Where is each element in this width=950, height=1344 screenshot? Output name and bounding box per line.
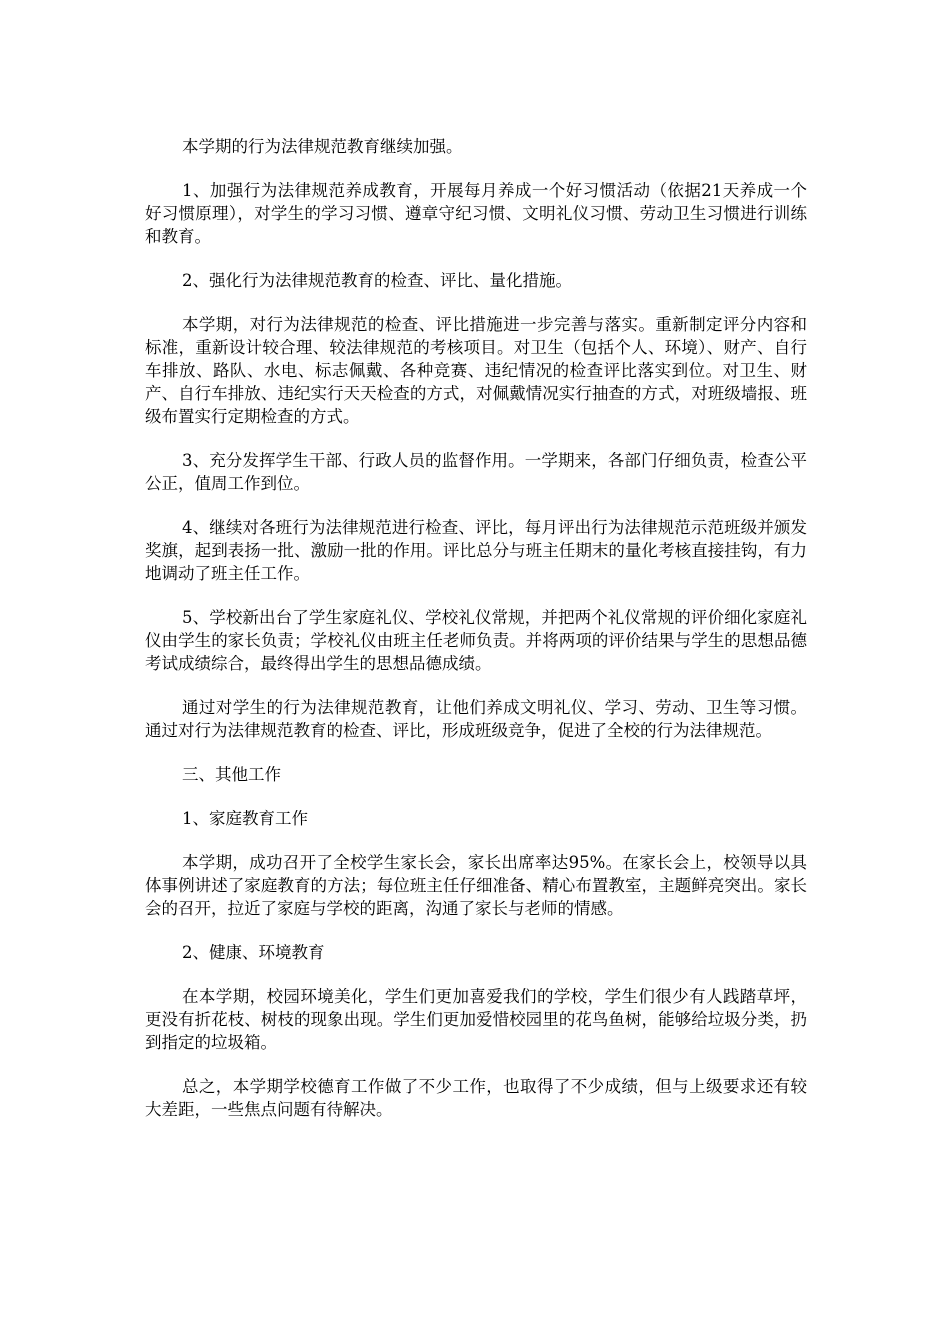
subsection-heading: 1、家庭教育工作 <box>182 809 308 828</box>
paragraph: 5、学校新出台了学生家庭礼仪、学校礼仪常规，并把两个礼仪常规的评价细化家庭礼仪由学生的家长负责；学校礼仪由班主任老师负责。并将两项的评价结果与学生的思想品德考试成绩综合，最终得出学生的思想品德成绩。 <box>145 608 807 673</box>
document-body <box>145 135 807 1142</box>
paragraph: 通过对学生的行为法律规范教育，让他们养成文明礼仪、学习、劳动、卫生等习惯。通过对行为法律规范教育的检查、评比，形成班级竞争，促进了全校的行为法律规范。 <box>145 698 807 740</box>
paragraph: 本学期的行为法律规范教育继续加强。 <box>182 137 463 156</box>
paragraph: 3、充分发挥学生干部、行政人员的监督作用。一学期来，各部门仔细负责，检查公平公正，值周工作到位。 <box>145 451 807 493</box>
paragraph: 总之，本学期学校德育工作做了不少工作，也取得了不少成绩，但与上级要求还有较大差距，一些焦点问题有待解决。 <box>145 1077 807 1119</box>
paragraph: 本学期，成功召开了全校学生家长会，家长出席率达95%。在家长会上，校领导以具体事例讲述了家庭教育的方法；每位班主任仔细准备、精心布置教室，主题鲜亮突出。家长会的召开，拉近了家庭与学校的距离，沟通了家长与老师的情感。 <box>145 853 807 918</box>
subsection-heading: 2、健康、环境教育 <box>182 943 325 962</box>
paragraph: 1、加强行为法律规范养成教育，开展每月养成一个好习惯活动（依据21天养成一个好习惯原理），对学生的学习习惯、遵章守纪习惯、文明礼仪习惯、劳动卫生习惯进行训练和教育。 <box>145 181 807 246</box>
paragraph: 本学期，对行为法律规范的检查、评比措施进一步完善与落实。重新制定评分内容和标准，重新设计较合理、较法律规范的考核项目。对卫生（包括个人、环境）、财产、自行车排放、路队、水电、标志佩戴、各种竞赛、违纪情况的检查评比落实到位。对卫生、财产、自行车排放、违纪实行天天检查的方式，对佩戴情况实行抽查的方式，对班级墙报、班级布置实行定期检查的方式。 <box>145 315 807 426</box>
paragraph: 4、继续对各班行为法律规范进行检查、评比，每月评出行为法律规范示范班级并颁发奖旗，起到表扬一批、激励一批的作用。评比总分与班主任期末的量化考核直接挂钩，有力地调动了班主任工作。 <box>145 518 807 583</box>
paragraph: 2、强化行为法律规范教育的检查、评比、量化措施。 <box>182 271 572 290</box>
paragraph: 在本学期，校园环境美化，学生们更加喜爱我们的学校，学生们很少有人践踏草坪，更没有折花枝、树枝的现象出现。学生们更加爱惜校园里的花鸟鱼树，能够给垃圾分类，扔到指定的垃圾箱。 <box>145 987 807 1052</box>
section-heading: 三、其他工作 <box>182 765 281 784</box>
